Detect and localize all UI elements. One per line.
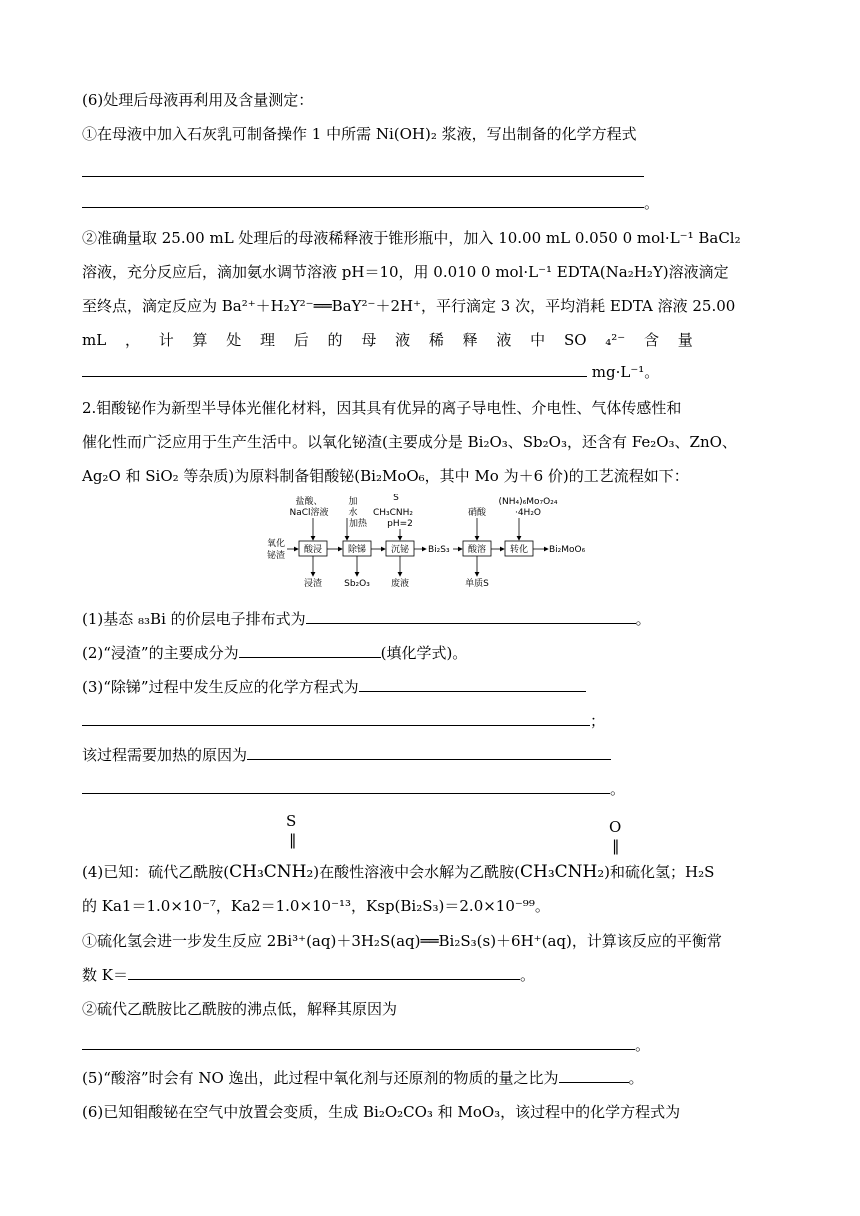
semicolon: ； (590, 712, 606, 730)
input-label: S (393, 494, 399, 503)
end-mark: 。 (635, 610, 651, 628)
part5-text: (5)“酸溶”时会有 NO 逸出，此过程中氧化剂与还原剂的物质的量之比为 (82, 1069, 559, 1087)
q6-title: (6)处理后母液再利用及含量测定： (82, 91, 314, 109)
step-box: 酸浸 (303, 545, 323, 555)
output-label: 废液 (390, 579, 410, 589)
end-mark: 。 (635, 1036, 651, 1054)
answer-blank[interactable] (559, 1068, 629, 1083)
part1-text: (1)基态 ₈₃Bi 的价层电子排布式为 (82, 610, 306, 628)
answer-blank[interactable] (239, 643, 381, 658)
unit-text: mg·L⁻¹。 (591, 363, 660, 381)
answer-blank[interactable] (128, 965, 520, 980)
q2-part1 (82, 609, 651, 629)
step-box: 除锑 (347, 545, 367, 555)
answer-line[interactable] (82, 193, 659, 213)
answer-blank[interactable] (247, 745, 611, 760)
q2-part4-1: ①硫化氢会进一步发生反应 2Bi³⁺(aq)＋3H₂S(aq)══Bi₂S₃(s)＋6H⁺(aq)，计算该反应的平衡常 (82, 932, 722, 950)
output-label: 浸渣 (303, 579, 323, 589)
input-label: pH=2 (387, 519, 413, 529)
input-label: CH₃CNH₂ (372, 508, 414, 518)
input-label: ·4H₂O (514, 508, 542, 518)
end-mark: 。 (610, 780, 626, 798)
input-label: 硝酸 (467, 508, 487, 518)
thio-s-atom: S (286, 812, 297, 830)
input-label: NaCl溶液 (289, 508, 329, 518)
q6-item1: ①在母液中加入石灰乳可制备操作 1 中所需 Ni(OH)₂ 浆液，写出制备的化学方程式 (82, 125, 637, 143)
q2-part4 (82, 862, 714, 882)
step-box: 转化 (509, 545, 529, 555)
input-label: 加 (348, 497, 358, 507)
q2-intro-3: Ag₂O 和 SiO₂ 等杂质)为原料制备钼酸铋(Bi₂MoO₆，其中 Mo 为＋6 价)的工艺流程如下： (82, 467, 689, 485)
end-mark: 。 (628, 1069, 644, 1087)
double-bond: ‖ (289, 831, 297, 849)
q2-part5 (82, 1068, 644, 1088)
q6-item2-line3: 至终点，滴定反应为 Ba²⁺＋H₂Y²⁻══BaY²⁻＋2H⁺，平行滴定 3 次，平均消耗 EDTA 溶液 25.00 (82, 297, 736, 315)
part2-text: (2)“浸渣”的主要成分为 (82, 644, 239, 662)
step-box: 沉铋 (390, 545, 410, 555)
so4-answer-row (82, 362, 659, 382)
input-label: (NH₄)₆Mo₇O₂₄ (498, 497, 558, 507)
answer-blank[interactable] (82, 1035, 635, 1050)
q6-item2-line1: ②准确量取 25.00 mL 处理后的母液稀释液于锥形瓶中，加入 10.00 mL 0.050 0 mol·L⁻¹ BaCl₂ (82, 229, 741, 247)
q2-part2 (82, 643, 467, 663)
answer-blank[interactable] (82, 779, 610, 794)
oxo-o-atom: O (609, 818, 622, 836)
q2-part3b (82, 745, 611, 765)
output-label: Sb₂O₃ (344, 579, 370, 589)
q2-part3 (82, 677, 586, 697)
q6-item2-line4: mL ， 计 算 处 理 后 的 母 液 稀 释 液 中 SO ₄²⁻ 含 量 (82, 331, 693, 349)
start-label: 铋渣 (267, 551, 286, 561)
start-label: 氧化 (267, 539, 286, 549)
process-flow-diagram (265, 494, 595, 594)
step-box: 酸溶 (467, 545, 487, 555)
answer-line[interactable] (82, 162, 644, 182)
k-label: 数 K＝ (82, 966, 128, 984)
part3b-text: 该过程需要加热的原因为 (82, 746, 248, 764)
double-bond: ‖ (612, 837, 620, 855)
acetamide-formula: CH₃CNH₂ (520, 862, 605, 882)
output-label: 单质S (465, 579, 489, 589)
thioacetamide-formula: CH₃CNH₂ (229, 862, 314, 882)
answer-blank[interactable] (82, 362, 587, 377)
answer-line (82, 1035, 650, 1055)
answer-blank[interactable] (359, 677, 586, 692)
answer-line (82, 711, 605, 731)
q2-intro-1: 2.钼酸铋作为新型半导体光催化材料，因其具有优异的离子导电性、介电性、气体传感性和 (82, 399, 682, 417)
answer-blank[interactable] (306, 609, 636, 624)
end-mark: 。 (519, 966, 535, 984)
q2-part4-constants: 的 Ka1＝1.0×10⁻⁷，Ka2＝1.0×10⁻¹³，Ksp(Bi₂S₃)＝2.0×10⁻⁹⁹。 (82, 897, 550, 915)
end-mark: 。 (644, 194, 660, 212)
part4-tail: )和硫化氢；H₂S (604, 863, 715, 881)
q2-part4-1b (82, 965, 535, 985)
q2-part6: (6)已知钼酸铋在空气中放置会变质，生成 Bi₂O₂CO₃ 和 MoO₃，该过程中的化学方程式为 (82, 1103, 681, 1121)
q2-intro-2: 催化性而广泛应用于生产生活中。以氧化铋渣(主要成分是 Bi₂O₃、Sb₂O₃，还含有 Fe₂O₃、ZnO、 (82, 433, 737, 451)
q2-part4-2: ②硫代乙酰胺比乙酰胺的沸点低，解释其原因为 (82, 1000, 398, 1018)
product-label: Bi₂MoO₆ (549, 545, 586, 555)
answer-blank[interactable] (82, 711, 590, 726)
part4-text: (4)已知：硫代乙酰胺( (82, 863, 230, 881)
part4-mid: )在酸性溶液中会水解为乙酰胺( (313, 863, 520, 881)
q6-item2-line2: 溶液，充分反应后，滴加氨水调节溶液 pH＝10，用 0.010 0 mol·L⁻¹ EDTA(Na₂H₂Y)溶液滴定 (82, 263, 729, 281)
input-label: 水 (348, 508, 358, 518)
input-label: 盐酸、 (295, 497, 323, 507)
part3-text: (3)“除锑”过程中发生反应的化学方程式为 (82, 678, 359, 696)
part2-tail: (填化学式)。 (380, 644, 468, 662)
input-label: 加热 (348, 519, 368, 529)
intermediate-label: Bi₂S₃ (428, 545, 450, 555)
answer-line (82, 779, 625, 799)
